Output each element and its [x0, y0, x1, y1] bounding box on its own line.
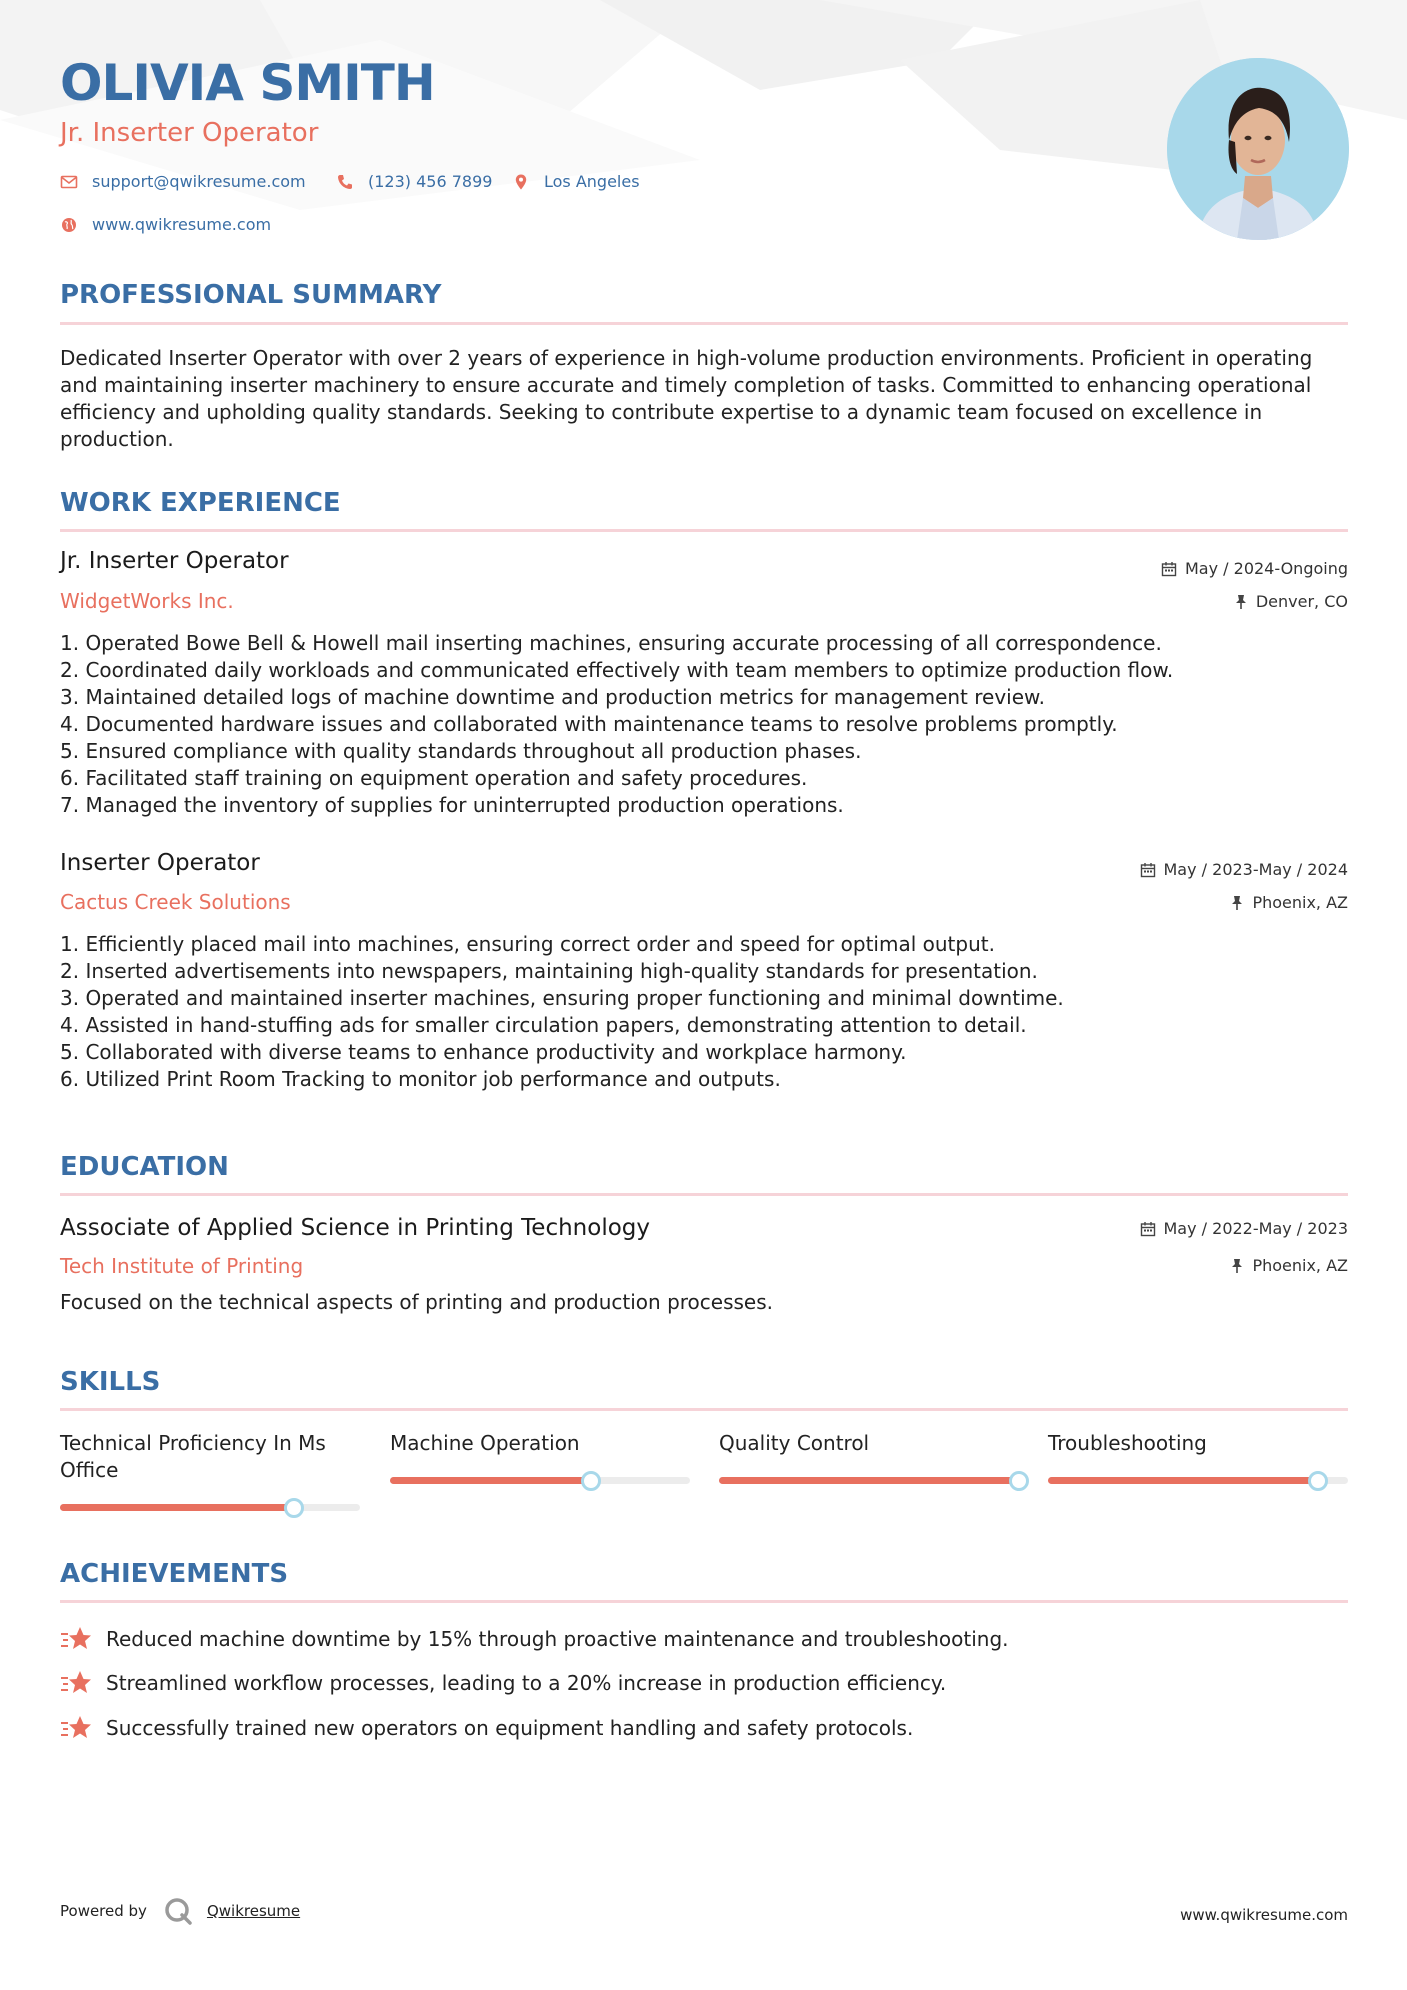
- job-2-location: [1230, 893, 1348, 912]
- list-item: 5. Collaborated with diverse teams to enhance productivity and workplace harmony.: [60, 1040, 907, 1064]
- phone-text: (123) 456 7899: [368, 172, 493, 191]
- footer-site[interactable]: www.qwikresume.com: [1180, 1906, 1348, 1924]
- list-item: 6. Utilized Print Room Tracking to monitor job performance and outputs.: [60, 1067, 781, 1091]
- education-location: [1230, 1256, 1348, 1275]
- education-dates: [1140, 1219, 1349, 1238]
- job-1-company: WidgetWorks Inc.: [60, 589, 234, 613]
- list-item: 2. Inserted advertisements into newspapers, maintaining high-quality standards for presentation.: [60, 959, 1038, 983]
- star-award-icon: [60, 1714, 92, 1742]
- skill-troubleshooting: [1048, 1430, 1348, 1457]
- list-item: 3. Maintained detailed logs of machine downtime and production metrics for management review.: [60, 685, 1045, 709]
- education-dates-text: May / 2022-May / 2023: [1163, 1219, 1348, 1238]
- list-item: 4. Documented hardware issues and collaborated with maintenance teams to resolve problems promptly.: [60, 712, 1118, 736]
- list-item: 2. Coordinated daily workloads and communicated effectively with team members to optimize production flow.: [60, 658, 1174, 682]
- skill-label: Machine Operation: [390, 1431, 580, 1455]
- location-text: Los Angeles: [544, 172, 640, 191]
- powered-by-text: Powered by: [60, 1902, 147, 1920]
- footer-powered-by: [60, 1896, 300, 1926]
- contact-email[interactable]: [60, 172, 306, 191]
- summary-text: Dedicated Inserter Operator with over 2 years of experience in high-volume production environments. Proficient in operating and maintaining inserter machinery to ensure accurate and timely completion of tasks. Committed to enhancing operational efficiency and upholding quality standards. Seeking to contribute expertise to a dynamic team focused on excellence in production.: [60, 346, 1313, 451]
- education-divider: [60, 1193, 1348, 1196]
- education-description: Focused on the technical aspects of printing and production processes.: [60, 1290, 774, 1314]
- skill-machine-operation: [390, 1430, 690, 1457]
- star-award-icon: [60, 1669, 92, 1697]
- skill-bar: [390, 1477, 690, 1484]
- education-heading: EDUCATION: [60, 1152, 229, 1182]
- map-pin-icon: [512, 173, 530, 191]
- summary-heading: PROFESSIONAL SUMMARY: [60, 280, 442, 310]
- skill-label: Quality Control: [719, 1431, 870, 1455]
- calendar-icon: [1140, 862, 1156, 878]
- envelope-icon: [60, 173, 78, 191]
- list-item: 3. Operated and maintained inserter machines, ensuring proper functioning and minimal downtime.: [60, 986, 1064, 1010]
- calendar-icon: [1161, 561, 1177, 577]
- achievement-item: [60, 1669, 946, 1697]
- achievement-item: [60, 1625, 1009, 1653]
- skills-heading: SKILLS: [60, 1367, 161, 1397]
- globe-icon: [60, 216, 78, 234]
- education-school: Tech Institute of Printing: [60, 1254, 304, 1278]
- contact-website[interactable]: [60, 215, 271, 234]
- pushpin-icon: [1230, 1258, 1244, 1274]
- skill-bar-knob: [1308, 1471, 1328, 1491]
- job-2-dates-text: May / 2023-May / 2024: [1163, 860, 1348, 879]
- pushpin-icon: [1234, 594, 1248, 610]
- job-2-duties: [60, 931, 1350, 1093]
- skill-quality-control: [719, 1430, 1019, 1457]
- candidate-name: OLIVIA SMITH: [60, 54, 435, 112]
- job-1-dates-text: May / 2024-Ongoing: [1185, 559, 1348, 578]
- job-1-location: [1234, 592, 1348, 611]
- job-1-role: Jr. Inserter Operator: [60, 548, 289, 574]
- calendar-icon: [1140, 1221, 1156, 1237]
- brand-link[interactable]: Qwikresume: [206, 1902, 301, 1920]
- skill-ms-office: [60, 1430, 360, 1484]
- experience-divider: [60, 529, 1348, 532]
- list-item: 7. Managed the inventory of supplies for uninterrupted production operations.: [60, 793, 844, 817]
- list-item: 1. Operated Bowe Bell & Howell mail inserting machines, ensuring accurate processing of all correspondence.: [60, 631, 1162, 655]
- job-1-location-text: Denver, CO: [1255, 592, 1348, 611]
- achievement-text: Reduced machine downtime by 15% through proactive maintenance and troubleshooting.: [106, 1627, 1009, 1651]
- skill-bar-knob: [284, 1498, 304, 1518]
- skill-bar-fill: [60, 1504, 294, 1511]
- experience-heading: WORK EXPERIENCE: [60, 488, 341, 518]
- list-item: 5. Ensured compliance with quality standards throughout all production phases.: [60, 739, 862, 763]
- list-item: 6. Facilitated staff training on equipment operation and safety procedures.: [60, 766, 808, 790]
- skill-label: Troubleshooting: [1048, 1431, 1207, 1455]
- job-2-location-text: Phoenix, AZ: [1252, 893, 1348, 912]
- pushpin-icon: [1230, 895, 1244, 911]
- job-1-dates: [1161, 559, 1348, 578]
- skills-divider: [60, 1408, 1348, 1411]
- achievement-text: Successfully trained new operators on equipment handling and safety protocols.: [106, 1716, 914, 1740]
- achievements-divider: [60, 1600, 1348, 1603]
- job-1-duties: [60, 630, 1350, 819]
- achievement-item: [60, 1714, 913, 1742]
- email-text: support@qwikresume.com: [92, 172, 306, 191]
- skill-bar-knob: [1009, 1471, 1029, 1491]
- list-item: 4. Assisted in hand-stuffing ads for smaller circulation papers, demonstrating attention to detail.: [60, 1013, 1027, 1037]
- achievement-text: Streamlined workflow processes, leading to a 20% increase in production efficiency.: [106, 1671, 947, 1695]
- skill-bar-fill: [1048, 1477, 1318, 1484]
- skill-bar: [719, 1477, 1019, 1484]
- skill-bar: [60, 1504, 360, 1511]
- education-location-text: Phoenix, AZ: [1252, 1256, 1348, 1275]
- star-award-icon: [60, 1625, 92, 1653]
- skill-bar-fill: [719, 1477, 1019, 1484]
- skill-label: Technical Proficiency In Ms Office: [60, 1431, 326, 1482]
- skill-bar-fill: [390, 1477, 591, 1484]
- skill-bar-knob: [581, 1471, 601, 1491]
- job-2-role: Inserter Operator: [60, 850, 260, 876]
- summary-divider: [60, 322, 1348, 325]
- contact-phone[interactable]: [336, 172, 492, 191]
- education-degree: Associate of Applied Science in Printing Technology: [60, 1215, 651, 1241]
- skill-bar: [1048, 1477, 1348, 1484]
- list-item: 1. Efficiently placed mail into machines, ensuring correct order and speed for optimal output.: [60, 932, 995, 956]
- job-2-company: Cactus Creek Solutions: [60, 890, 291, 914]
- qwikresume-logo-icon: [163, 1896, 193, 1926]
- website-text: www.qwikresume.com: [92, 215, 272, 234]
- phone-icon: [336, 173, 354, 191]
- achievements-heading: ACHIEVEMENTS: [60, 1559, 289, 1589]
- candidate-title: Jr. Inserter Operator: [60, 118, 319, 148]
- job-2-dates: [1140, 860, 1349, 879]
- profile-photo: [1167, 58, 1349, 240]
- contact-location: [512, 172, 640, 191]
